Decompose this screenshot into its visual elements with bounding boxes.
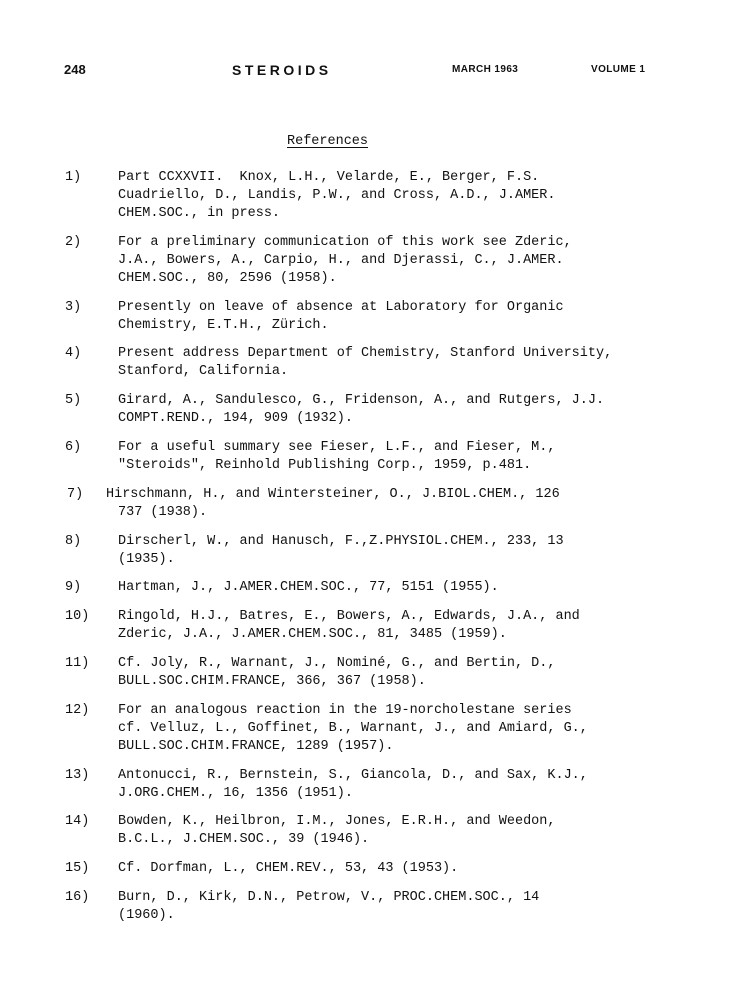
reference-number: 15) (65, 861, 90, 877)
reference-text (118, 169, 678, 223)
reference-line: Dirscherl, W., and Hanusch, F.,Z.PHYSIOL.CHEM., 233, 13 (118, 533, 564, 549)
reference-number: 4) (65, 346, 82, 362)
reference-text (118, 533, 678, 569)
reference-item (0, 439, 731, 475)
reference-number: 10) (65, 609, 90, 625)
reference-number: 7) (67, 486, 84, 502)
reference-text (118, 579, 678, 597)
reference-line: 737 (1938). (118, 504, 208, 520)
reference-line: B.C.L., J.CHEM.SOC., 39 (1946). (118, 832, 370, 848)
reference-item (0, 486, 731, 522)
reference-number: 6) (65, 439, 82, 455)
reference-line: (1935). (118, 551, 175, 567)
reference-item (0, 392, 731, 428)
reference-text (118, 608, 678, 644)
reference-text (118, 813, 678, 849)
reference-text (118, 702, 678, 756)
reference-item (0, 860, 731, 878)
reference-line: Cuadriello, D., Landis, P.W., and Cross, A.D., J.AMER. (118, 188, 556, 203)
references-heading: References (287, 134, 369, 149)
reference-item (0, 533, 731, 569)
reference-line: Burn, D., Kirk, D.N., Petrow, V., PROC.CHEM.SOC., 14 (118, 889, 540, 905)
reference-item (0, 813, 731, 849)
reference-line: Zderic, J.A., J.AMER.CHEM.SOC., 81, 3485 (1959). (118, 627, 507, 643)
reference-number: 9) (65, 580, 82, 596)
reference-number: 16) (65, 889, 90, 905)
reference-line: For an analogous reaction in the 19-norcholestane series (118, 702, 572, 718)
reference-line: BULL.SOC.CHIM.FRANCE, 1289 (1957). (118, 738, 394, 754)
reference-line: For a preliminary communication of this work see Zderic, (118, 234, 572, 250)
reference-item (0, 169, 731, 223)
reference-item (0, 767, 731, 803)
reference-line: Ringold, H.J., Batres, E., Bowers, A., Edwards, J.A., and (118, 609, 580, 625)
reference-line: Presently on leave of absence at Laboratory for Organic (118, 299, 564, 315)
reference-number: 5) (65, 393, 82, 409)
reference-line: BULL.SOC.CHIM.FRANCE, 366, 367 (1958). (118, 673, 426, 689)
reference-item (0, 579, 731, 597)
reference-number: 8) (65, 533, 82, 549)
reference-item (0, 299, 731, 335)
reference-line: For a useful summary see Fieser, L.F., and Fieser, M., (118, 439, 556, 455)
reference-text (118, 234, 678, 288)
reference-line: Present address Department of Chemistry, Stanford University, (118, 346, 613, 362)
reference-number: 12) (65, 702, 90, 718)
reference-text (118, 345, 678, 381)
reference-line: "Steroids", Reinhold Publishing Corp., 1959, p.481. (118, 457, 532, 473)
reference-line: COMPT.REND., 194, 909 (1932). (118, 411, 353, 427)
reference-line: J.A., Bowers, A., Carpio, H., and Djerassi, C., J.AMER. (118, 252, 564, 268)
reference-line: Hartman, J., J.AMER.CHEM.SOC., 77, 5151 (1955). (118, 580, 499, 596)
reference-line: CHEM.SOC., in press. (118, 206, 281, 221)
volume-label: VOLUME 1 (591, 64, 646, 75)
reference-item (0, 345, 731, 381)
reference-line: Part CCXXVII. Knox, L.H., Velarde, E., Berger, F.S. (118, 170, 540, 185)
reference-number: 11) (65, 655, 90, 671)
reference-line: Hirschmann, H., and Wintersteiner, O., J.BIOL.CHEM., 126 (106, 486, 560, 502)
reference-line: J.ORG.CHEM., 16, 1356 (1951). (118, 785, 353, 801)
reference-item (0, 889, 731, 925)
reference-number: 14) (65, 814, 90, 830)
reference-number: 3) (65, 299, 82, 315)
reference-line: Antonucci, R., Bernstein, S., Giancola, D., and Sax, K.J., (118, 767, 588, 783)
journal-title: STEROIDS (232, 62, 332, 78)
reference-list (0, 169, 731, 936)
reference-line: Chemistry, E.T.H., Zürich. (118, 317, 329, 333)
reference-item (0, 655, 731, 691)
reference-line: Cf. Dorfman, L., CHEM.REV., 53, 43 (1953). (118, 861, 459, 877)
reference-line: Cf. Joly, R., Warnant, J., Nominé, G., and Bertin, D., (118, 655, 556, 671)
reference-number: 1) (65, 170, 82, 185)
reference-line: cf. Velluz, L., Goffinet, B., Warnant, J., and Amiard, G., (118, 720, 588, 736)
reference-line: CHEM.SOC., 80, 2596 (1958). (118, 270, 337, 286)
reference-line: Girard, A., Sandulesco, G., Fridenson, A., and Rutgers, J.J. (118, 393, 605, 409)
reference-text (106, 486, 666, 522)
reference-item (0, 608, 731, 644)
running-header (0, 62, 731, 82)
reference-text (118, 439, 678, 475)
issue-date: MARCH 1963 (452, 64, 519, 75)
reference-text (118, 655, 678, 691)
reference-text (118, 767, 678, 803)
reference-line: Bowden, K., Heilbron, I.M., Jones, E.R.H., and Weedon, (118, 814, 556, 830)
reference-line: (1960). (118, 907, 175, 923)
reference-item (0, 702, 731, 756)
reference-item (0, 234, 731, 288)
reference-line: Stanford, California. (118, 364, 289, 380)
reference-text (118, 889, 678, 925)
reference-text (118, 299, 678, 335)
page-number: 248 (64, 62, 86, 77)
reference-text (118, 860, 678, 878)
reference-text (118, 392, 678, 428)
reference-number: 13) (65, 767, 90, 783)
reference-number: 2) (65, 234, 82, 250)
